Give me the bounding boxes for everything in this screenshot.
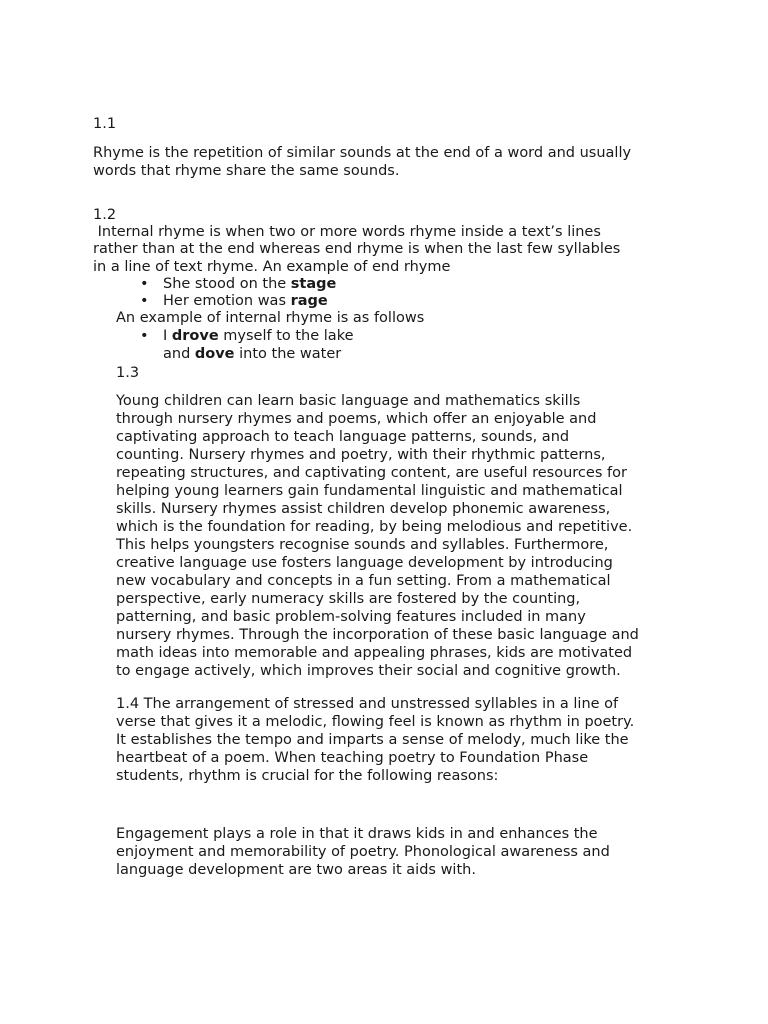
- paragraph-line: Engagement plays a role in that it draws kids in and enhances the: [116, 826, 598, 842]
- paragraph-line: captivating approach to teach language patterns, sounds, and: [116, 429, 570, 445]
- section-heading-1-2: 1.2: [93, 207, 117, 223]
- paragraph-line: counting. Nursery rhymes and poetry, with their rhythmic patterns,: [116, 447, 606, 463]
- rhyme-word: rage: [290, 293, 328, 309]
- paragraph-line: helping young learners gain fundamental linguistic and mathematical: [116, 483, 623, 499]
- section-1-4-paragraph: [116, 695, 716, 785]
- rhyme-word: stage: [290, 276, 337, 292]
- paragraph-line: language development are two areas it aids with.: [116, 862, 476, 878]
- paragraph-line: verse that gives it a melodic, flowing feel is known as rhythm in poetry.: [116, 714, 635, 730]
- engagement-paragraph: [116, 825, 716, 879]
- rhyme-word: drove: [171, 328, 219, 344]
- paragraph-line: in a line of text rhyme. An example of end rhyme: [93, 259, 451, 275]
- bullet-icon: •: [140, 276, 149, 292]
- paragraph-line: 1.4 The arrangement of stressed and unstressed syllables in a line of: [116, 696, 619, 712]
- section-heading-1-3: 1.3: [116, 365, 140, 381]
- internal-rhyme-example: • I drove myself to the lake: [140, 328, 354, 344]
- paragraph-line: perspective, early numeracy skills are fostered by the counting,: [116, 591, 581, 607]
- paragraph-line: through nursery rhymes and poems, which offer an enjoyable and: [116, 411, 597, 427]
- bullet-icon: •: [140, 293, 149, 309]
- paragraph-line: nursery rhymes. Through the incorporation of these basic language and: [116, 627, 639, 643]
- paragraph-line: It establishes the tempo and imparts a sense of melody, much like the: [116, 732, 629, 748]
- paragraph-line: skills. Nursery rhymes assist children develop phonemic awareness,: [116, 501, 611, 517]
- paragraph-line: Young children can learn basic language and mathematics skills: [116, 393, 581, 409]
- paragraph-line: new vocabulary and concepts in a fun setting. From a mathematical: [116, 573, 611, 589]
- end-rhyme-example: • She stood on the stage: [140, 276, 337, 292]
- paragraph-line: patterning, and basic problem-solving features included in many: [116, 609, 586, 625]
- paragraph-line: Rhyme is the repetition of similar sounds at the end of a word and usually: [93, 145, 632, 161]
- paragraph-line: which is the foundation for reading, by being melodious and repetitive.: [116, 519, 633, 535]
- internal-rhyme-example: and dove into the water: [163, 346, 342, 362]
- section-heading-1-1: 1.1: [93, 116, 117, 132]
- paragraph-line: math ideas into memorable and appealing phrases, kids are motivated: [116, 645, 633, 661]
- end-rhyme-example: • Her emotion was rage: [140, 293, 328, 309]
- paragraph-line: students, rhythm is crucial for the following reasons:: [116, 768, 499, 784]
- internal-rhyme-intro: An example of internal rhyme is as follows: [116, 310, 425, 326]
- paragraph-line: creative language use fosters language development by introducing: [116, 555, 613, 571]
- paragraph-line: repeating structures, and captivating content, are useful resources for: [116, 465, 627, 481]
- section-1-3-paragraph: [116, 392, 716, 680]
- paragraph-line: to engage actively, which improves their social and cognitive growth.: [116, 663, 621, 679]
- paragraph-line: heartbeat of a poem. When teaching poetry to Foundation Phase: [116, 750, 589, 766]
- paragraph-line: Internal rhyme is when two or more words rhyme inside a text’s lines: [93, 224, 601, 240]
- paragraph-line: words that rhyme share the same sounds.: [93, 163, 400, 179]
- paragraph-line: rather than at the end whereas end rhyme is when the last few syllables: [93, 241, 621, 257]
- paragraph-line: enjoyment and memorability of poetry. Phonological awareness and: [116, 844, 610, 860]
- paragraph-line: This helps youngsters recognise sounds and syllables. Furthermore,: [116, 537, 609, 553]
- rhyme-word: dove: [194, 346, 235, 362]
- bullet-icon: •: [140, 328, 149, 344]
